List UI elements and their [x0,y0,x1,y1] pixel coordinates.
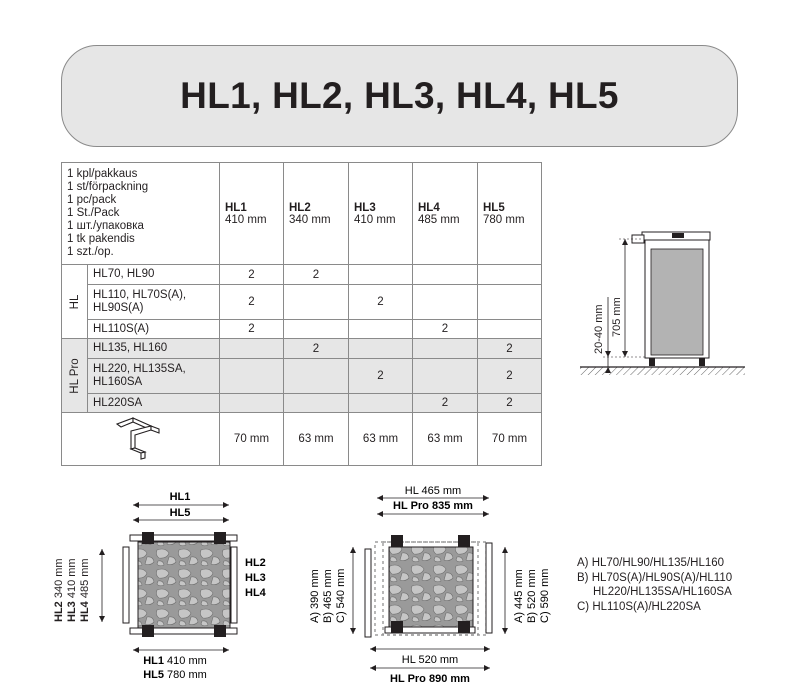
arrow-head [622,239,628,245]
qty-cell [349,394,413,413]
arrow-head [223,517,229,523]
heater-top-rail [672,233,684,238]
floor-hatch [580,367,745,375]
left-rail [365,549,371,637]
right-label-hl2: HL2 [245,557,266,569]
group-label-hl-pro: HL Pro [62,339,88,413]
arrow-head [350,628,356,634]
arrow-head [133,647,139,653]
size-cell: 63 mm [284,413,349,466]
table-bottom-row [62,413,542,466]
arrow-head [99,549,105,555]
header-hl4: HL4 485 mm [413,163,478,265]
pack-line: 1 kpl/pakkaus [67,168,138,180]
heater-panel [651,249,703,355]
size-cell: 70 mm [478,413,542,466]
corner-bracket [391,535,403,547]
pack-line: 1 tk pakendis [67,233,135,245]
qty-cell [220,339,284,359]
legend-item-c: C) HL110S(A)/HL220SA [577,600,701,613]
qty-cell: 2 [220,265,284,285]
qty-cell: 2 [220,285,284,320]
qty-cell: 2 [478,359,542,394]
pack-cell [62,163,220,265]
dim-705-label: 705 mm [611,297,623,337]
right-label-hl3: HL3 [245,572,266,584]
stones-area [138,542,230,628]
arrow-head [377,511,383,517]
pack-line: 1 st/förpackning [67,181,149,193]
left-dim-hl3: HL3 410 mm [66,558,78,622]
qty-cell [478,265,542,285]
corner-bracket [142,625,154,637]
table-row [62,339,542,359]
right-dim-b: B) 520 mm [526,569,538,623]
qty-cell: 2 [349,359,413,394]
model-cell: HL220SA [88,394,220,413]
stones-area [389,547,473,627]
bottom-dim-hl: HL 520 mm [401,654,459,666]
pack-line: 1 шт./упаковка [67,220,144,232]
arrow-head [133,517,139,523]
qty-cell [220,394,284,413]
arrow-head [484,646,490,652]
top-view-2-diagram [300,483,560,688]
corner-bracket [214,532,226,544]
table-row [62,394,542,413]
model-cell: HL220, HL135SA, HL160SA [88,359,220,394]
right-dim-c: C) 590 mm [539,568,551,623]
model-cell: HL110, HL70S(A), HL90S(A) [88,285,220,320]
arrow-head [605,351,611,357]
hl1-top-label: HL1 [169,491,191,503]
qty-cell [478,285,542,320]
bracket-icon [111,414,171,462]
arrow-head [622,351,628,357]
qty-cell [349,320,413,339]
qty-cell [413,359,478,394]
qty-cell [284,285,349,320]
title-box [61,45,738,147]
pack-line: 1 szt./op. [67,246,114,258]
arrow-head [377,495,383,501]
bottom-dim-hl1: HL1 410 mm [143,655,207,667]
corner-bracket [458,621,470,633]
qty-cell [284,394,349,413]
qty-cell: 2 [220,320,284,339]
corner-bracket [458,535,470,547]
qty-cell [413,339,478,359]
model-cell: HL70, HL90 [88,265,220,285]
arrow-head [483,511,489,517]
qty-cell: 2 [284,339,349,359]
pack-line: 1 pc/pack [67,194,117,206]
bottom-dim-hl-pro: HL Pro 890 mm [390,673,470,685]
right-rail [231,547,237,623]
corner-bracket [142,532,154,544]
group-label-hl: HL [62,265,88,339]
arrow-head [484,665,490,671]
arrow-head [502,547,508,553]
page-title: HL1, HL2, HL3, HL4, HL5 [180,75,619,116]
arrow-head [350,547,356,553]
qty-cell: 2 [478,394,542,413]
header-hl5: HL5 780 mm [478,163,542,265]
arrow-head [370,665,376,671]
qty-cell: 2 [413,394,478,413]
left-dim-hl4: HL4 485 mm [79,558,91,622]
right-rail [486,543,492,633]
corner-bracket [391,621,403,633]
heater-knob [632,235,644,243]
qty-cell [284,359,349,394]
left-dim-a: A) 390 mm [309,569,321,623]
top-dim-hl-pro: HL Pro 835 mm [393,500,473,512]
table-header-row [62,163,542,265]
arrow-head [133,502,139,508]
qty-cell [349,265,413,285]
size-cell: 63 mm [413,413,478,466]
pack-line: 1 St./Pack [67,207,120,219]
qty-cell: 2 [284,265,349,285]
table-row [62,359,542,394]
spec-table [61,162,542,466]
size-cell: 63 mm [349,413,413,466]
heater-foot [699,358,705,366]
qty-cell: 2 [349,285,413,320]
right-dim-a: A) 445 mm [513,569,525,623]
qty-cell [284,320,349,339]
side-view-diagram [575,225,750,380]
arrow-head [223,647,229,653]
right-label-hl4: HL4 [245,587,266,599]
table-row [62,285,542,320]
top-dim-hl: HL 465 mm [404,485,462,497]
header-hl2: HL2 340 mm [284,163,349,265]
arrow-head [370,646,376,652]
header-hl3: HL3 410 mm [349,163,413,265]
arrow-head [99,616,105,622]
legend-item-b: B) HL70S(A)/HL90S(A)/HL110 [577,571,733,584]
arrow-head [502,628,508,634]
left-rail [123,547,129,623]
qty-cell [413,265,478,285]
dim-gap-label: 20-40 mm [593,304,605,354]
qty-cell [220,359,284,394]
model-cell: HL110S(A) [88,320,220,339]
left-dim-c: C) 540 mm [335,568,347,623]
arrow-head [483,495,489,501]
left-dim-b: B) 465 mm [322,569,334,623]
model-cell: HL135, HL160 [88,339,220,359]
left-dim-hl2: HL2 340 mm [53,558,65,622]
arrow-head [223,502,229,508]
corner-bracket [214,625,226,637]
qty-cell [413,285,478,320]
qty-cell: 2 [478,339,542,359]
top-view-1-diagram [45,487,285,687]
qty-cell: 2 [413,320,478,339]
header-hl1: HL1 410 mm [220,163,284,265]
qty-cell [349,339,413,359]
bracket-cell [62,413,220,466]
legend [577,556,732,614]
legend-item-a: A) HL70/HL90/HL135/HL160 [577,557,725,569]
table-row [62,320,542,339]
heater-foot [649,358,655,366]
table-row [62,265,542,285]
qty-cell [478,320,542,339]
legend-item-b-cont: HL220/HL135SA/HL160SA [593,586,732,598]
size-cell: 70 mm [220,413,284,466]
hl5-top-label: HL5 [169,507,191,519]
bottom-dim-hl5: HL5 780 mm [143,669,207,681]
